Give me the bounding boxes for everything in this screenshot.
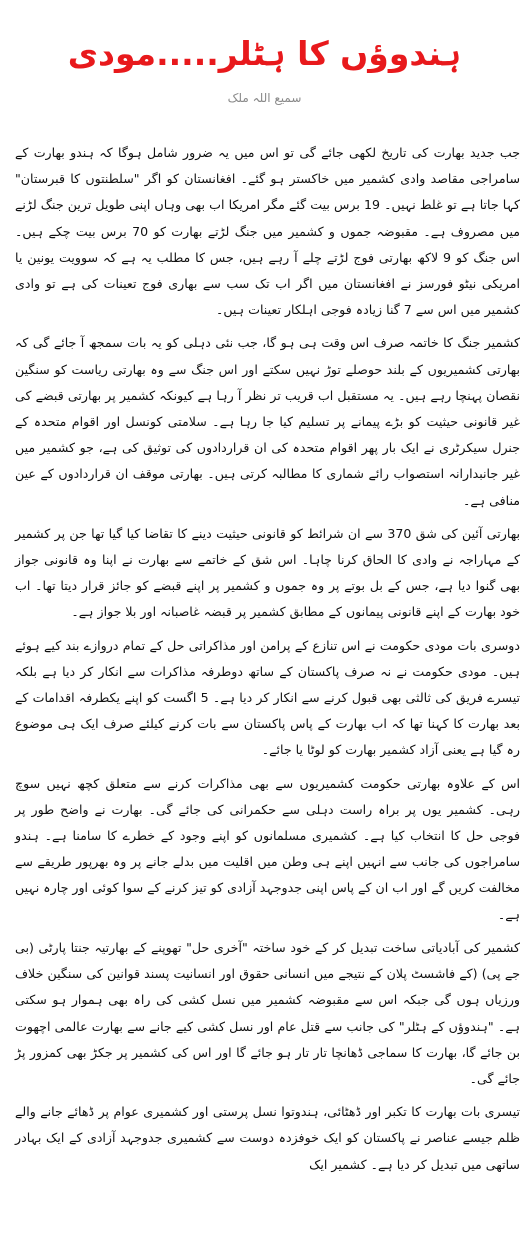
paragraph-6: کشمیر کی آبادیاتی ساخت تبدیل کر کے خود ساختہ "آخری حل" تھوپنے کے بھارتیہ جنتا پارٹی (بی جے پی) (کے فاشسٹ پلان کے نتیجے میں انسانی حقوق اور انسانیت پسند قوانین کی سنگین خلاف ورزیاں ہوں گی جبکہ اس سے مقبوضہ کشمیر میں نسل کشی کی راہ بھی ہموار ہو سکتی ہے۔ "ہندوؤں کے ہٹلر" کی جانب سے قتل عام اور نسل کشی کیے جانے سے بھارت عالمی اچھوت بن جائے گا، بھارت کا سماجی ڈھانچا تار تار ہو جائے گا اور اس کی کشمیر پر جکڑ بھی کمزور پڑ جائے گی۔ [15,939,520,1086]
paragraph-4: دوسری بات مودی حکومت نے اس تنازع کے پرامن اور مذاکراتی حل کے تمام دروازے بند کیے ہوئے ہیں۔ مودی حکومت نے نہ صرف پاکستان کے ساتھ دوطرفہ مذاکرات سے انکار کر دیا ہے بلکہ تیسرے فریق کی ثالثی بھی قبول کرنے سے انکار کر دیا ہے۔ 5 اگست کو اپنے یکطرفہ اقدامات کے بعد بھارت کا کہنا تھا کہ اب بھارت کے پاس پاکستان سے بات کرنے کیلئے صرف ایک ہی موضوع رہ گیا ہے یعنی آزاد کشمیر بھارت کو لوٹا یا جائے۔ [15,637,520,758]
paragraph-3: بھارتی آئین کی شق 370 سے ان شرائط کو قانونی حیثیت دینے کا تقاضا کیا گیا تھا جن پر کشمیر کے مہاراجہ نے وادی کا الحاق کرنا چاہا۔ اس شق کے خاتمے سے بھارت نے اپنا وہ قانونی جواز بھی گنوا دیا ہے، جس کے بل بوتے پر وہ جموں و کشمیر پر اپنے قبضے کو جائز قرار دیتا تھا۔ اب خود بھارت کے اپنے قانونی پیمانوں کے مطابق کشمیر پر قبضہ غاصبانہ اور بلا جواز ہے۔ [15,525,521,620]
paragraph-7: تیسری بات بھارت کا تکبر اور ڈھٹائی، ہندوتوا نسل پرستی اور کشمیری عوام پر ڈھائے جانے والے ظلم جیسے عناصر نے پاکستان کو ایک خوفزدہ دوست سے کشمیری جدوجہد آزادی کے ایک بہادر ساتھی میں تبدیل کر دیا ہے۔ کشمیر ایک [15,1104,520,1172]
paragraph-1: جب جدید بھارت کی تاریخ لکھی جائے گی تو اس میں یہ ضرور شامل ہوگا کہ ہندو بھارت کے سامراجی مقاصد وادی کشمیر میں خاکستر ہو گئے۔ افغانستان کو اگر "سلطنتوں کا قبرستان" کہا جاتا ہے تو غلط نہیں۔ 19 برس بیت گئے مگر امریکا اب بھی وہاں اپنی طویل ترین جنگ لڑنے میں مصروف ہے۔ مقبوضہ جموں و کشمیر میں جنگ لڑتے بھارت کو 70 برس بیت چکے ہیں۔ اس جنگ کو 9 لاکھ بھارتی فوج لڑتے چلے آ رہے ہیں، جس کا مطلب یہ ہے کہ سوویت یونین یا امریکی نیٹو فورسز نے افغانستان میں اگر اب تک سب سے بھاری فوج تعینات کی ہے تو وادی کشمیر میں اس سے 7 گنا زیادہ فوجی اہلکار تعینات ہیں۔ [15,145,521,318]
paragraph-2: کشمیر جنگ کا خاتمہ صرف اس وقت ہی ہو گا، جب نئی دہلی کو یہ بات سمجھ آ جائے گی کہ بھارتی کشمیریوں کے بلند حوصلے توڑ نہیں سکتے اور اس جنگ سے وہ بھارتی ریاست کو سنگین نقصان پہنچا رہے ہیں۔ یہ مستقبل اب قریب تر نظر آ رہا ہے کیونکہ کشمیر پر بھارتی قبضے کی غیر قانونی حیثیت کو بڑے پیمانے پر تسلیم کیا جا رہا ہے۔ سلامتی کونسل اور اقوام متحدہ کے جنرل سیکرٹری نے ایک بار پھر اقوام متحدہ کی ان قراردادوں کی توثیق کی ہے، جو کشمیر میں غیر جانبدارانہ استصواب رائے شماری کا مطالبہ کرتی ہیں۔ بھارتی موقف ان قراردادوں کے عین منافی ہے۔ [15,335,520,508]
article-title: ہندوؤں کا ہٹلر.....مودی [67,34,462,73]
paragraph-5: اس کے علاوہ بھارتی حکومت کشمیریوں سے بھی مذاکرات کرنے سے متعلق کچھ نہیں سوچ رہی۔ کشمیر یوں پر براہ راست دہلی سے حکمرانی کی جائے گی۔ بھارت نے واضح طور پر فوجی حل کا انتخاب کیا ہے۔ کشمیری مسلمانوں کو اپنے وجود کے خطرے کا سامنا ہے۔ ہندو سامراجوں کی جانب سے انہیں اپنے ہی وطن میں اقلیت میں بدلے جانے پر وہ بھرپور طریقے سے مخالفت کریں گے اور اب ان کے پاس اپنی جدوجہد آزادی کو تیز کرنے کے سوا کوئی اور چارہ نہیں ہے۔ [15,775,520,922]
article-body [15,140,520,1185]
author-byline: سمیع اللہ ملک [227,91,302,105]
